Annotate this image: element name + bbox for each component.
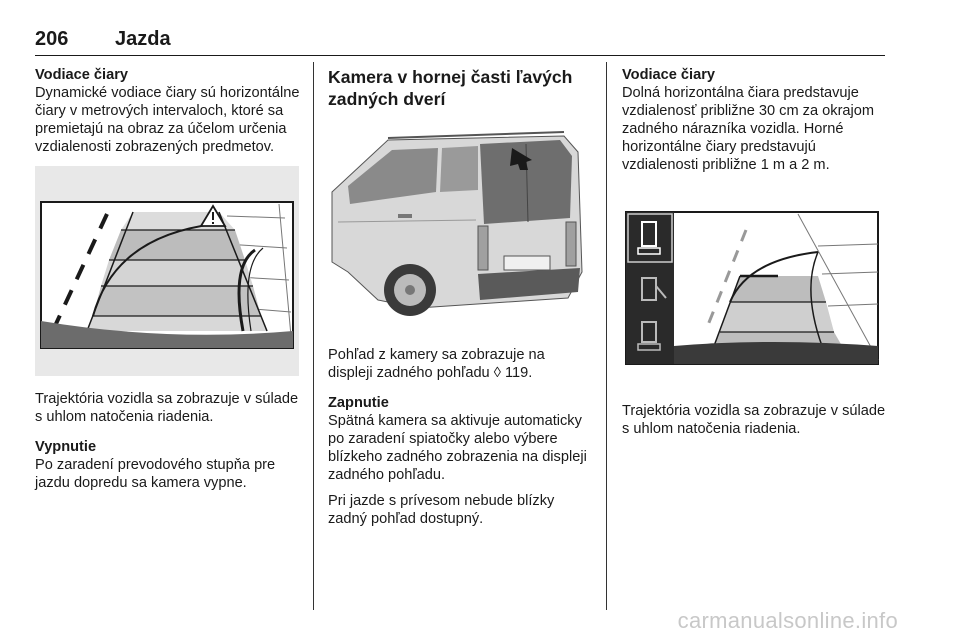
camera-guide-lines-figure: [35, 166, 299, 376]
column-1: [35, 66, 303, 492]
column-divider: [606, 62, 607, 610]
heading-turn-on: Zapnutie: [328, 395, 389, 411]
watermark-logo: carmanualsonline.info: [677, 608, 898, 633]
heading-guide-lines: Vodiace čiary: [35, 67, 129, 83]
paragraph-guide-lines: Dynamické vodiace čiary sú horizontálne čiary v metrových intervaloch, ktoré sa premietajú na obraz za účelom určenia vzdialenosti zobrazených predmetov.: [35, 85, 300, 155]
page-number: 206: [35, 28, 69, 50]
paragraph-camera-view: Pohľad z kamery sa zobrazuje na displeji zadného pohľadu ◊ 119.: [328, 347, 545, 381]
heading-camera-location: Kamera v hornej časti ľavých zadných dverí: [328, 67, 573, 109]
paragraph-trailer: Pri jazde s prívesom nebude blízky zadný pohľad dostupný.: [328, 493, 555, 527]
van-rear-camera-figure: [328, 122, 586, 330]
paragraph-turn-off: Po zaradení prevodového stupňa pre jazdu dopredu sa kamera vypne.: [35, 457, 276, 491]
column-3: [622, 66, 890, 438]
figure-caption-2: Trajektória vozidla sa zobrazuje v súlade s uhlom natočenia riadenia.: [622, 403, 886, 437]
section-title: Jazda: [115, 28, 171, 50]
paragraph-guide-distances: Dolná horizontálna čiara predstavuje vzdialenosť približne 30 cm za okrajom zadného nárazníka vozidla. Horné horizontálne čiary predstavujú vzdialenosti približne 1 m a 2 m.: [622, 85, 875, 173]
rear-view-display-figure: [622, 210, 880, 366]
heading-guide-lines-2: Vodiace čiary: [622, 67, 716, 83]
heading-turn-off: Vypnutie: [35, 439, 97, 455]
page-header: [35, 26, 885, 56]
column-divider: [313, 62, 314, 610]
figure-caption: Trajektória vozidla sa zobrazuje v súlade s uhlom natočenia riadenia.: [35, 391, 299, 425]
paragraph-turn-on: Spätná kamera sa aktivuje automaticky po zaradení spiatočky alebo výbere blízkeho zadného zobrazenia na displeji zadného pohľadu.: [328, 413, 587, 483]
column-2: [328, 66, 590, 528]
